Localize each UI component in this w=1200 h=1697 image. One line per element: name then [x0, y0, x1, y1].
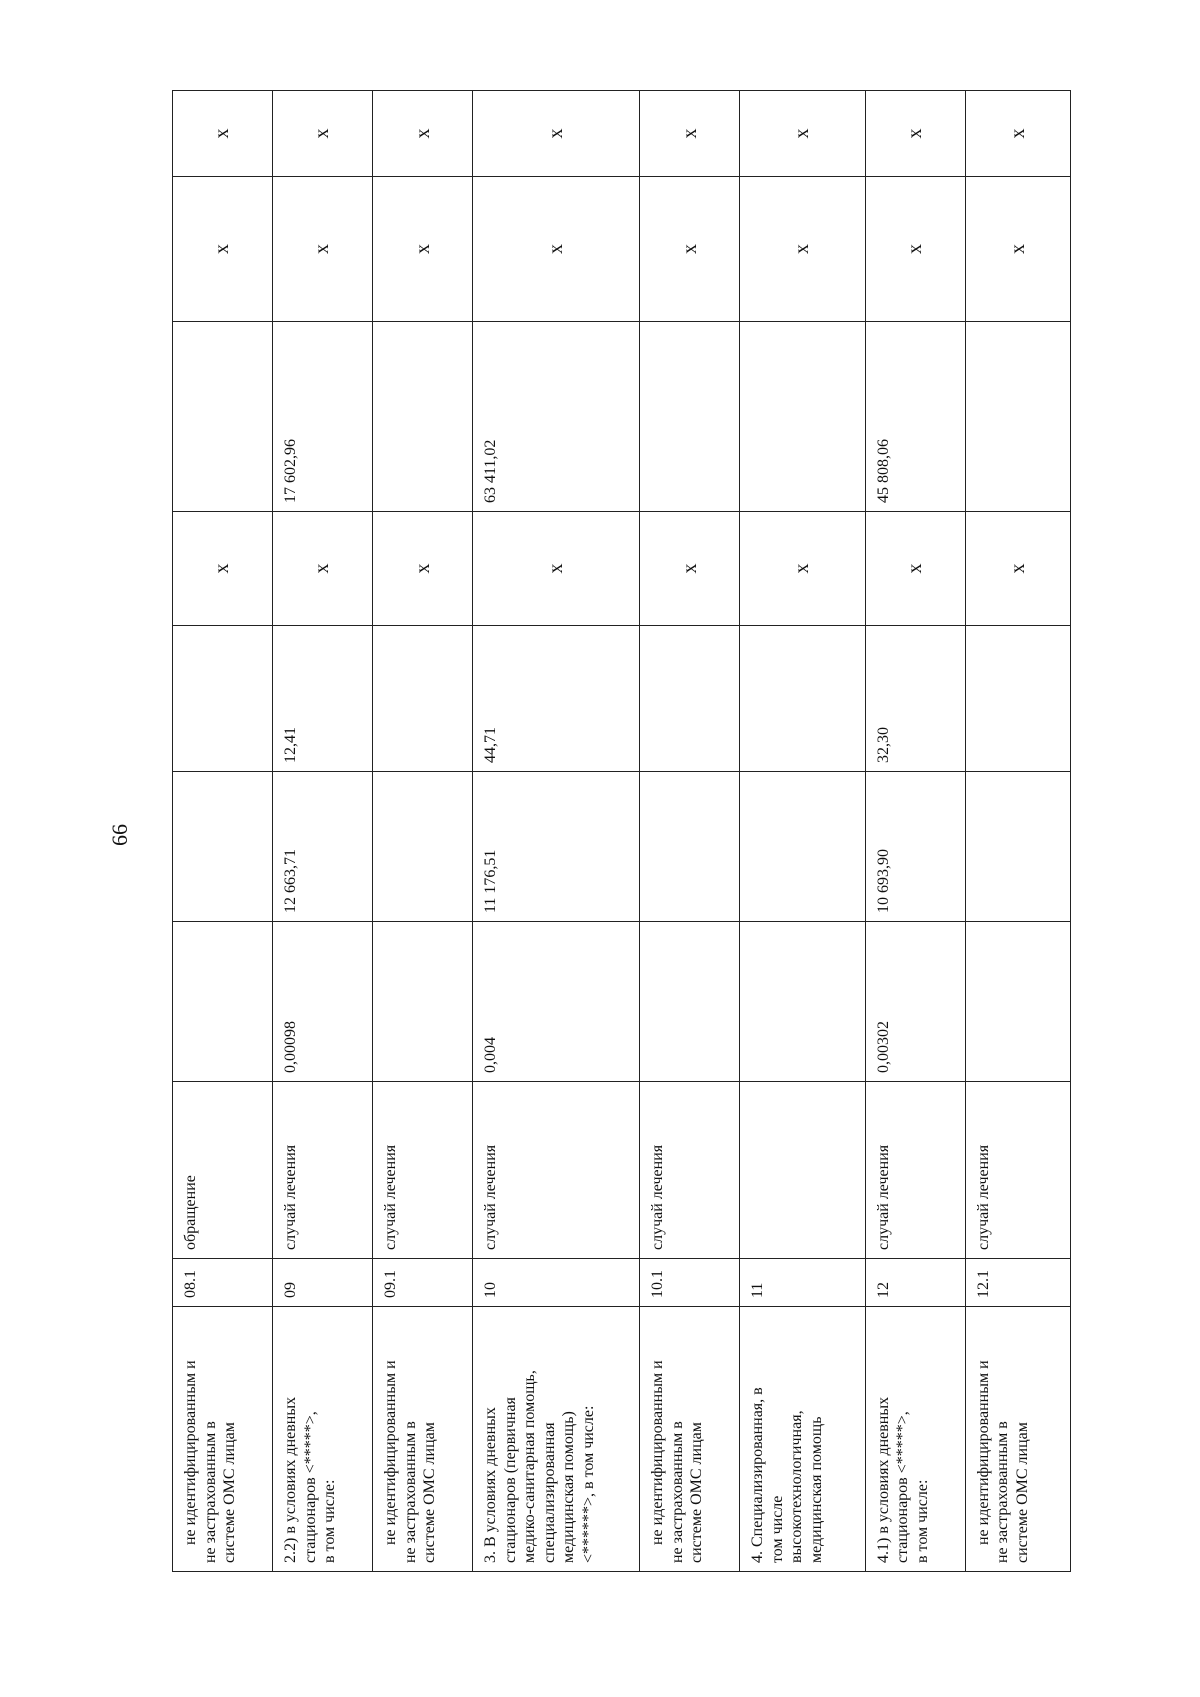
volume-norm-cell: 0,00302	[865, 922, 965, 1082]
percent-cell: x	[473, 91, 640, 177]
unit-cell	[740, 1082, 865, 1259]
per-capita-cell	[373, 626, 473, 772]
per-capita-cell	[965, 626, 1070, 772]
cost-norm-cell	[740, 772, 865, 922]
table-row	[373, 91, 473, 1572]
per-capita-cell-2: x	[640, 512, 740, 626]
cost-total-cell-2: x	[373, 177, 473, 322]
cost-norm-cell: 12 663,71	[273, 772, 373, 922]
row-code-cell: 10	[473, 1259, 640, 1307]
cost-norm-cell	[373, 772, 473, 922]
cost-total-cell-2: x	[640, 177, 740, 322]
row-name-cell: 4.1) в условиях дневных стационаров <*****>, в том числе:	[865, 1307, 965, 1572]
percent-cell: x	[740, 91, 865, 177]
unit-cell: случай лечения	[473, 1082, 640, 1259]
cost-total-cell: 63 411,02	[473, 322, 640, 512]
per-capita-cell-2: x	[273, 512, 373, 626]
cost-total-cell	[373, 322, 473, 512]
volume-norm-cell: 0,00098	[273, 922, 373, 1082]
table-body	[173, 91, 1071, 1572]
cost-total-cell-2: x	[740, 177, 865, 322]
table-row	[865, 91, 965, 1572]
cost-total-cell: 17 602,96	[273, 322, 373, 512]
cost-total-cell-2: x	[273, 177, 373, 322]
cost-norm-cell: 11 176,51	[473, 772, 640, 922]
cost-norm-cell	[640, 772, 740, 922]
per-capita-cell-2: x	[740, 512, 865, 626]
unit-cell: обращение	[173, 1082, 273, 1259]
data-table-rotated	[172, 91, 1071, 1572]
row-code-cell: 09	[273, 1259, 373, 1307]
row-name-cell: не идентифицированным и не застрахованным в системе ОМС лицам	[965, 1307, 1070, 1572]
cost-total-cell	[965, 322, 1070, 512]
row-code-cell: 12.1	[965, 1259, 1070, 1307]
volume-norm-cell	[965, 922, 1070, 1082]
cost-total-cell-2: x	[173, 177, 273, 322]
row-code-cell: 09.1	[373, 1259, 473, 1307]
cost-norm-cell	[965, 772, 1070, 922]
table-row	[473, 91, 640, 1572]
unit-cell: случай лечения	[640, 1082, 740, 1259]
row-name-cell: не идентифицированным и не застрахованным в системе ОМС лицам	[640, 1307, 740, 1572]
cost-total-cell-2: x	[965, 177, 1070, 322]
row-name-cell: не идентифицированным и не застрахованным в системе ОМС лицам	[373, 1307, 473, 1572]
table-row	[740, 91, 865, 1572]
row-name-cell: не идентифицированным и не застрахованным в системе ОМС лицам	[173, 1307, 273, 1572]
per-capita-cell	[640, 626, 740, 772]
percent-cell: x	[640, 91, 740, 177]
percent-cell: x	[965, 91, 1070, 177]
table-row	[640, 91, 740, 1572]
unit-cell: случай лечения	[865, 1082, 965, 1259]
volume-norm-cell	[740, 922, 865, 1082]
page-number: 66	[107, 824, 132, 846]
unit-cell: случай лечения	[273, 1082, 373, 1259]
cost-total-cell	[173, 322, 273, 512]
row-code-cell: 11	[740, 1259, 865, 1307]
volume-norm-cell	[173, 922, 273, 1082]
volume-norm-cell	[373, 922, 473, 1082]
per-capita-cell-2: x	[373, 512, 473, 626]
row-code-cell: 08.1	[173, 1259, 273, 1307]
volume-norm-cell: 0,004	[473, 922, 640, 1082]
unit-cell: случай лечения	[373, 1082, 473, 1259]
per-capita-cell	[173, 626, 273, 772]
unit-cell: случай лечения	[965, 1082, 1070, 1259]
percent-cell: x	[865, 91, 965, 177]
per-capita-cell	[740, 626, 865, 772]
per-capita-cell-2: x	[173, 512, 273, 626]
row-code-cell: 12	[865, 1259, 965, 1307]
per-capita-cell-2: x	[473, 512, 640, 626]
percent-cell: x	[273, 91, 373, 177]
table-row	[273, 91, 373, 1572]
row-name-cell: 4. Специализированная, в том числе высокотехнологичная, медицинская помощь	[740, 1307, 865, 1572]
cost-norm-cell	[173, 772, 273, 922]
cost-total-cell	[640, 322, 740, 512]
cost-total-cell	[740, 322, 865, 512]
row-code-cell: 10.1	[640, 1259, 740, 1307]
data-table	[172, 90, 1071, 1572]
per-capita-cell: 12,41	[273, 626, 373, 772]
cost-total-cell-2: x	[865, 177, 965, 322]
cost-total-cell-2: x	[473, 177, 640, 322]
cost-total-cell: 45 808,06	[865, 322, 965, 512]
percent-cell: x	[373, 91, 473, 177]
table-row	[965, 91, 1070, 1572]
per-capita-cell-2: x	[965, 512, 1070, 626]
volume-norm-cell	[640, 922, 740, 1082]
per-capita-cell-2: x	[865, 512, 965, 626]
table-row	[173, 91, 273, 1572]
percent-cell: x	[173, 91, 273, 177]
cost-norm-cell: 10 693,90	[865, 772, 965, 922]
per-capita-cell: 44,71	[473, 626, 640, 772]
row-name-cell: 3. В условиях дневных стационаров (первичная медико-санитарная помощь, специализированная медицинская помощь) <******>, в том числе:	[473, 1307, 640, 1572]
per-capita-cell: 32,30	[865, 626, 965, 772]
row-name-cell: 2.2) в условиях дневных стационаров <*****>, в том числе:	[273, 1307, 373, 1572]
